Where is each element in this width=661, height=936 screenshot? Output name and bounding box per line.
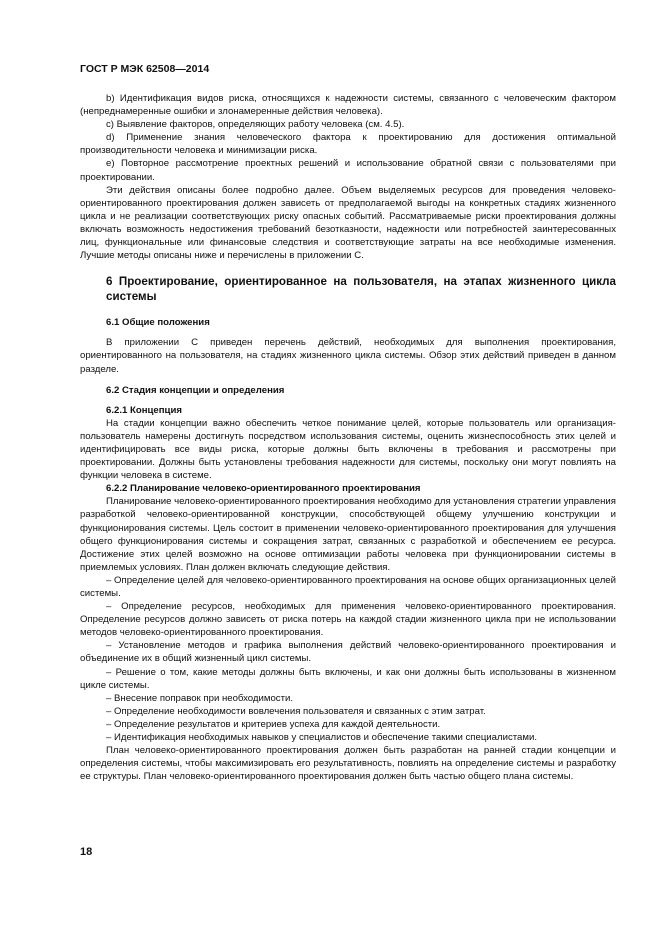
list-item: – Внесение поправок при необходимости.: [106, 692, 294, 704]
intro-item-e: e) Повторное рассмотрение проектных решений и использование обратной связи с пользователями при проектировании.: [80, 158, 616, 183]
list-item: – Определение результатов и критериев успеха для каждой деятельности.: [106, 718, 441, 730]
section-6-heading: 6 Проектирование, ориентированное на пользователя, на этапах жизненного цикла системы: [106, 275, 616, 303]
section-6-2-heading: 6.2 Стадия концепции и определения: [106, 384, 285, 396]
section-6-2-1-heading: 6.2.1 Концепция: [106, 404, 182, 416]
list-item: – Идентификация необходимых навыков у специалистов и обеспечение такими специалистами.: [106, 732, 538, 744]
section-6-1-heading: 6.1 Общие положения: [106, 317, 210, 329]
page-number: 18: [80, 846, 93, 858]
list-item: – Определение целей для человеко-ориентированного проектирования на основе общих организационных целей системы.: [80, 574, 616, 599]
section-6-1-text: В приложении С приведен перечень действий, необходимых для выполнения проектирования, ориентированного на пользователя, на стадиях жизненного цикла системы. Обзор этих действий приведен в данном разделе.: [80, 337, 616, 375]
list-item: – Установление методов и графика выполнения действий человеко-ориентированного проектирования и объединение их в общий жизненный цикл системы.: [80, 640, 616, 665]
intro-paragraph: Эти действия описаны более подробно далее. Объем выделяемых ресурсов для проведения человеко-ориентированного проектирования должен зависеть от предполагаемой выгоды на конкретных стадиях жизненного цикла и не реализации соответствующих риску опасных событий. Рассматриваемые риски проектирования должны включать возможность недостижения требований безотказности, надежности или потребностей заинтересованных лиц, функциональные или финансовые следствия и соответствующие затраты на все необходимые изменения. Лучшие методы описаны ниже и перечислены в приложении С.: [80, 184, 616, 262]
intro-item-b: b) Идентификация видов риска, относящихся к надежности системы, связанного с человеческим фактором (непреднамеренные ошибки и злонамеренные действия человека).: [80, 93, 616, 118]
section-6-2-2-closing: План человеко-ориентированного проектирования должен быть разработан на ранней стадии концепции и определения системы, чтобы максимизировать его результативность, повлиять на определение системы и разработку ее структуры. План человеко-ориентированного проектирования должен быть частью общего плана системы.: [80, 745, 616, 783]
section-6-2-2-text: Планирование человеко-ориентированного проектирования необходимо для установления стратегии управления разработкой человеко-ориентированной конструкции, способствующей общему улучшению конструкции и функционирования системы. Цель состоит в применении человеко-ориентированного проектирования для улучшения общего функционирования системы и сокращения затрат, связанных с разработкой и обеспечением ее ресурса. Достижение этих целей возможно на основе оптимизации работы человека при функционировании системы в приемлемых условиях. План должен включать следующие действия.: [80, 496, 616, 573]
section-6-2-2-heading: 6.2.2 Планирование человеко-ориентированного проектирования: [106, 483, 421, 495]
list-item: – Решение о том, какие методы должны быть включены, и как они должны быть использованы в жизненном цикле системы.: [80, 666, 616, 691]
list-item: – Определение необходимости вовлечения пользователя и связанных с этим затрат.: [106, 705, 486, 717]
intro-item-d: d) Применение знания человеческого фактора к проектированию для достижения оптимальной производительности человека и минимизации риска.: [80, 132, 616, 157]
list-item: – Определение ресурсов, необходимых для применения человеко-ориентированного проектирования. Определение ресурсов должно зависеть от риска потерь на каждой стадии жизненного цикла при не использовании методов человеко-ориентированного проектирования.: [80, 601, 616, 639]
document-header: ГОСТ Р МЭК 62508—2014: [80, 63, 210, 75]
document-page: [80, 62, 616, 783]
section-6-2-1-text: На стадии концепции важно обеспечить четкое понимание целей, которые пользователь или организация-пользователь намерены достигнуть посредством использования системы, оценить жизнеспособность этих целей и идентифицировать все виды риска, которые должны быть включены в требования и рассмотрены при проектировании. Должны быть установлены требования надежности для системы, поскольку они могут повлиять на функции человека в системе.: [80, 417, 616, 482]
intro-item-c: c) Выявление факторов, определяющих работу человека (см. 4.5).: [106, 119, 405, 131]
